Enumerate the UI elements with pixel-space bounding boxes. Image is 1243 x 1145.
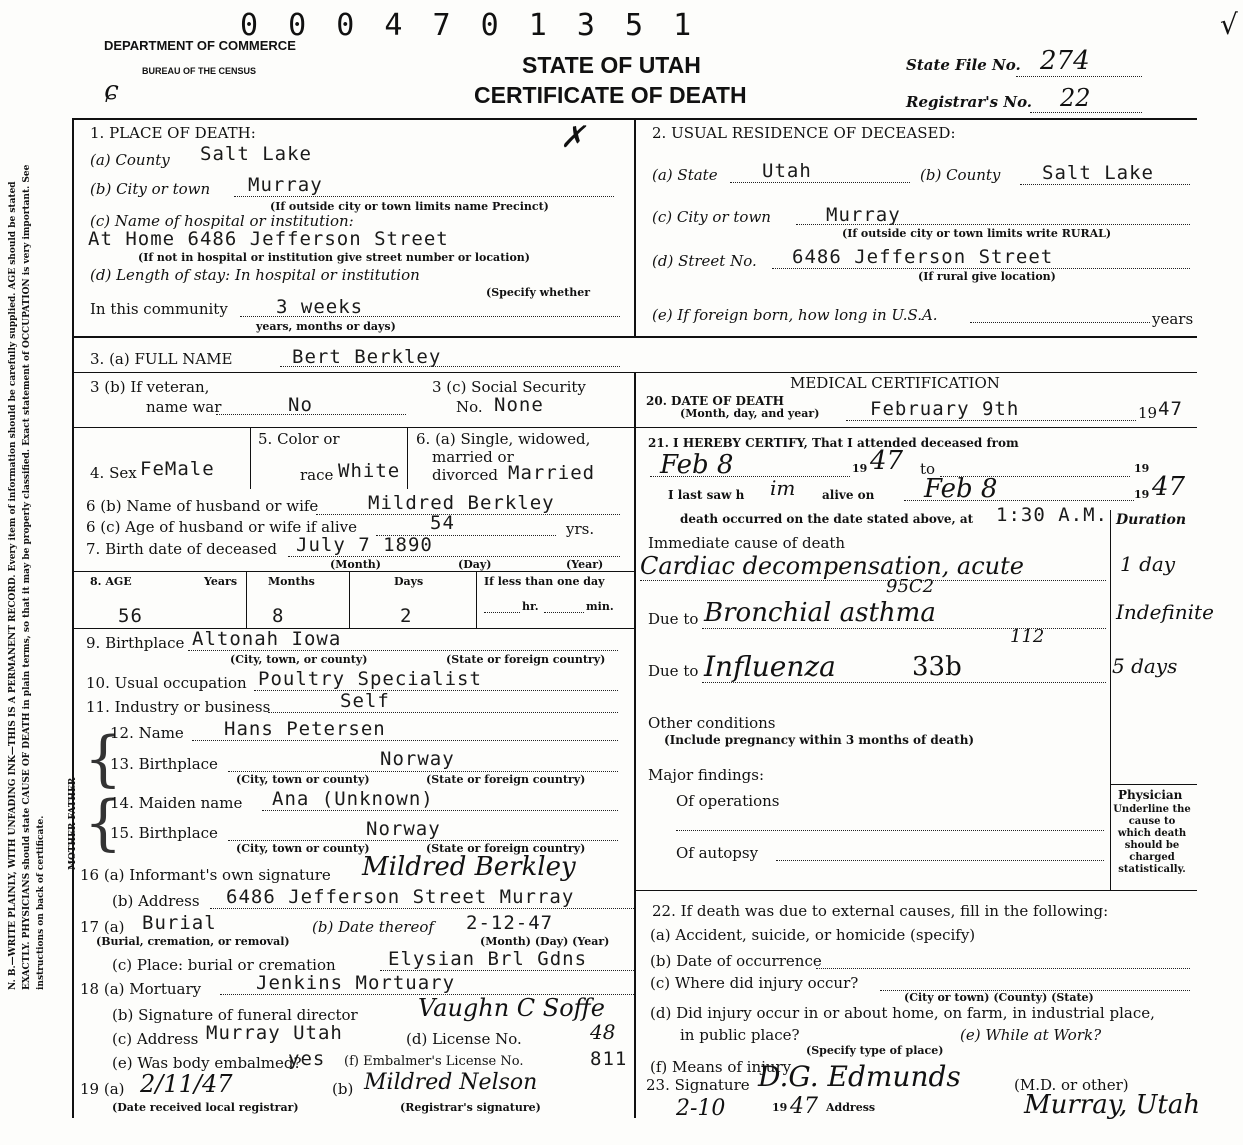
- hospital-note: (If not in hospital or institution give street number or location): [138, 251, 530, 264]
- marital-value: Married: [508, 462, 596, 484]
- ext-place-note: (Specify type of place): [806, 1044, 944, 1057]
- birthplace-note-city: (City, town, or county): [230, 653, 368, 666]
- community-value: 3 weeks: [276, 296, 364, 318]
- social-security-label: 3 (c) Social Security: [432, 378, 586, 396]
- attended-from-year: 47: [870, 446, 904, 476]
- birth-note-day: (Day): [458, 558, 492, 571]
- residence-street-note: (If rural give location): [918, 270, 1056, 283]
- informant-address-value: 6486 Jefferson Street Murray: [226, 886, 575, 908]
- alive-on-year: 47: [1152, 472, 1186, 502]
- death-city-note: (If outside city or town limits name Precinct): [270, 200, 549, 213]
- age-months-value: 8: [272, 605, 285, 627]
- residence-city-value: Murray: [826, 204, 901, 226]
- informant-label: 16 (a) Informant's own signature: [80, 866, 331, 884]
- check-mark: √: [1220, 8, 1238, 41]
- immediate-cause-value: Cardiac decompensation, acute: [640, 552, 1024, 580]
- burial-date-note: (Month) (Day) (Year): [480, 935, 610, 948]
- department-name: DEPARTMENT OF COMMERCE: [104, 38, 296, 53]
- sex-label: 4. Sex: [90, 464, 137, 482]
- birthplace-note-state: (State or foreign country): [446, 653, 606, 666]
- burial-place-label: (c) Place: burial or cremation: [112, 956, 336, 974]
- mortuary-address-label: (c) Address: [112, 1030, 199, 1048]
- father-bracket: {: [84, 724, 123, 794]
- occurred-time: 1:30 A.M.: [996, 504, 1108, 526]
- burial-label: 17 (a): [80, 918, 125, 936]
- color-label: 5. Color or: [258, 430, 340, 448]
- spouse-age-value: 54: [430, 512, 455, 534]
- margin-instructions: N. B.—WRITE PLAINLY, WITH UNFADING INK—THIS IS A PERMANENT RECORD. Every item of information should be carefully supplied. AGE should be stated EXACTLY. PHYSICIANS should state CAUSE OF DEATH in plain terms, so that it may be properly classified. Exact statement of OCCUPATION is very important. See instructions on back of certificate.: [8, 164, 46, 990]
- certificate-title: CERTIFICATE OF DEATH: [474, 82, 747, 108]
- birthplace-label: 9. Birthplace: [86, 634, 185, 652]
- death-city-label: (b) City or town: [90, 180, 211, 198]
- burial-date-label: (b) Date thereof: [312, 918, 434, 936]
- state-title: STATE OF UTAH: [522, 52, 701, 78]
- birth-note-year: (Year): [566, 558, 604, 571]
- father-birthplace-label: 13. Birthplace: [110, 755, 218, 773]
- hospital-label: (c) Name of hospital or institution:: [90, 212, 354, 230]
- burial-place-value: Elysian Brl Gdns: [388, 948, 588, 970]
- death-county-value: Salt Lake: [200, 143, 312, 165]
- signature-year-prefix: 19: [772, 1101, 788, 1114]
- date-of-death-prefix: 19: [1138, 404, 1158, 422]
- industry-label: 11. Industry or business: [86, 698, 271, 716]
- due-to-cause-2-code: 33b: [912, 652, 962, 682]
- spouse-value: Mildred Berkley: [368, 492, 555, 514]
- received-date: 2/11/47: [140, 1070, 233, 1098]
- autopsy-label: Of autopsy: [676, 844, 759, 862]
- burial-date-value: 2-12-47: [466, 912, 554, 934]
- age-min-label: min.: [586, 600, 614, 613]
- parents-side-label: [68, 690, 80, 870]
- certify-label: 21. I HEREBY CERTIFY, That I attended deceased from: [648, 436, 1019, 450]
- mother-bracket: {: [84, 788, 123, 858]
- ext-work-label: (e) While at Work?: [960, 1026, 1102, 1044]
- cross-mark: ✗: [560, 120, 586, 155]
- received-label: 19 (a): [80, 1080, 125, 1098]
- residence-county-value: Salt Lake: [1042, 162, 1154, 184]
- last-seen-label: I last saw h: [668, 488, 745, 502]
- residence-county-label: (b) County: [920, 166, 1001, 184]
- md-label: (M.D. or other): [1014, 1076, 1129, 1094]
- ext-accident-label: (a) Accident, suicide, or homicide (specify): [650, 926, 976, 944]
- other-conditions-label: Other conditions: [648, 714, 776, 732]
- community-note: years, months or days): [256, 320, 396, 333]
- occupation-value: Poultry Specialist: [258, 668, 482, 690]
- race-value: White: [338, 460, 401, 482]
- age-hr-label: hr.: [522, 600, 539, 613]
- community-label: In this community: [90, 300, 228, 318]
- date-of-death-label: 20. DATE OF DEATH: [646, 394, 784, 408]
- residence-state-label: (a) State: [652, 166, 718, 184]
- birth-date-value: July 7 1890: [296, 534, 433, 556]
- marital-label-divorced: divorced: [432, 466, 498, 484]
- birth-note-month: (Month): [330, 558, 381, 571]
- registrar-sig-label: (b): [332, 1080, 354, 1098]
- mother-bp-note-city: (City, town or county): [236, 842, 370, 855]
- spouse-label: 6 (b) Name of husband or wife: [86, 497, 319, 515]
- ext-means-label: (f) Means of injury: [650, 1058, 792, 1076]
- father-name-label: 12. Name: [110, 724, 184, 742]
- funeral-director-signature: Vaughn C Soffe: [418, 994, 605, 1022]
- informant-address-label: (b) Address: [112, 892, 200, 910]
- maiden-name-value: Ana (Unknown): [272, 788, 434, 810]
- father-name-value: Hans Petersen: [224, 718, 386, 740]
- marital-label-married: married or: [432, 448, 514, 466]
- residence-state-value: Utah: [762, 160, 812, 182]
- age-lessday-label: If less than one day: [484, 575, 605, 588]
- spouse-age-unit: yrs.: [566, 520, 595, 538]
- father-bp-note-state: (State or foreign country): [426, 773, 586, 786]
- marital-label: 6. (a) Single, widowed,: [416, 430, 591, 448]
- birth-date-label: 7. Birth date of deceased: [86, 540, 277, 558]
- signature-year: 47: [790, 1094, 818, 1119]
- race-label: race: [300, 466, 334, 484]
- age-years-value: 56: [118, 605, 143, 627]
- received-note: (Date received local registrar): [112, 1101, 299, 1114]
- date-of-death-year: 47: [1158, 398, 1183, 420]
- date-of-death-sublabel: (Month, day, and year): [680, 407, 820, 420]
- residence-street-label: (d) Street No.: [652, 252, 757, 270]
- full-name-value: Bert Berkley: [292, 346, 442, 368]
- hospital-value: At Home 6486 Jefferson Street: [88, 228, 449, 250]
- mortuary-label: 18 (a) Mortuary: [80, 980, 202, 998]
- residence-heading: 2. USUAL RESIDENCE OF DECEASED:: [652, 124, 956, 142]
- immediate-cause-duration: 1 day: [1120, 552, 1176, 576]
- stay-label: (d) Length of stay: In hospital or institution: [90, 266, 420, 284]
- medical-cert-heading: MEDICAL CERTIFICATION: [790, 374, 1000, 392]
- ext-home-label: (d) Did injury occur in or about home, on farm, in industrial place,: [650, 1004, 1155, 1022]
- funeral-director-label: (b) Signature of funeral director: [112, 1006, 358, 1024]
- embalmed-label: (e) Was body embalmed?: [112, 1054, 302, 1072]
- due-to-cause-1-code: 112: [1010, 626, 1045, 647]
- mother-bp-note-state: (State or foreign country): [426, 842, 586, 855]
- mortuary-address-value: Murray Utah: [206, 1022, 343, 1044]
- signature-date: 2-10: [676, 1096, 726, 1121]
- alive-on-value: Feb 8: [924, 474, 998, 504]
- age-days-value: 2: [400, 605, 413, 627]
- immediate-cause-label: Immediate cause of death: [648, 534, 846, 552]
- immediate-cause-code: 95C2: [886, 576, 935, 597]
- due-to-label-2: Due to: [648, 662, 699, 680]
- duration-label: Duration: [1116, 512, 1187, 528]
- embalmed-value: yes: [288, 1048, 326, 1070]
- alive-label: alive on: [822, 488, 875, 502]
- embalmer-license-label: (f) Embalmer's License No.: [344, 1054, 524, 1069]
- bureau-name: BUREAU OF THE CENSUS: [142, 66, 257, 76]
- industry-value: Self: [340, 690, 390, 712]
- attended-from: Feb 8: [660, 450, 734, 480]
- signature-label: 23. Signature: [646, 1076, 750, 1094]
- father-birthplace-value: Norway: [380, 748, 455, 770]
- physician-box-title: Physician: [1118, 788, 1183, 802]
- burial-note: (Burial, cremation, or removal): [96, 935, 290, 948]
- due-to-cause-2-duration: 5 days: [1112, 654, 1178, 678]
- residence-street-value: 6486 Jefferson Street: [792, 246, 1054, 268]
- age-months-label: Months: [268, 575, 315, 588]
- major-findings-label: Major findings:: [648, 766, 765, 784]
- license-value: 48: [590, 1020, 616, 1044]
- due-to-label-1: Due to: [648, 610, 699, 628]
- mortuary-value: Jenkins Mortuary: [256, 972, 456, 994]
- mother-birthplace-label: 15. Birthplace: [110, 824, 218, 842]
- due-to-cause-2: Influenza: [704, 650, 836, 683]
- veteran-label: 3 (b) If veteran,: [90, 378, 210, 396]
- age-label: 8. AGE: [90, 575, 132, 588]
- mother-birthplace-value: Norway: [366, 818, 441, 840]
- physician-box-text: Underline the cause to which death should be charged statistically.: [1113, 804, 1191, 875]
- spouse-age-label: 6 (c) Age of husband or wife if alive: [86, 518, 358, 536]
- residence-city-label: (c) City or town: [652, 208, 771, 226]
- foreign-born-label: (e) If foreign born, how long in U.S.A.: [652, 306, 938, 324]
- physician-address-label: Address: [826, 1101, 876, 1114]
- social-security-value: None: [494, 394, 544, 416]
- embalmer-license-value: 811: [590, 1048, 628, 1070]
- residence-city-note: (If outside city or town limits write RURAL): [842, 227, 1112, 240]
- physician-signature: D.G. Edmunds: [758, 1060, 961, 1093]
- occupation-label: 10. Usual occupation: [86, 674, 247, 692]
- burial-value: Burial: [142, 912, 217, 934]
- serial-number: 0 0 0 4 7 0 1 3 5 1: [240, 8, 698, 43]
- social-security-no-label: No.: [456, 398, 483, 416]
- full-name-label: 3. (a) FULL NAME: [90, 350, 233, 368]
- ext-date-label: (b) Date of occurrence: [650, 952, 822, 970]
- other-conditions-note: (Include pregnancy within 3 months of death): [664, 733, 975, 747]
- veteran-value: No: [288, 394, 313, 416]
- physician-address-value: Murray, Utah: [1024, 1090, 1201, 1120]
- state-file-number: 274: [1040, 46, 1090, 76]
- specify-note: (Specify whether: [486, 286, 591, 299]
- initial-mark: ɕ: [104, 76, 119, 106]
- veteran-label-war: name war: [146, 398, 222, 416]
- death-county-label: (a) County: [90, 151, 170, 169]
- license-label: (d) License No.: [406, 1030, 522, 1048]
- external-causes-heading: 22. If death was due to external causes, fill in the following:: [652, 902, 1109, 920]
- age-years-label: Years: [204, 575, 238, 588]
- state-file-label: State File No.: [906, 56, 1021, 74]
- registrar-number-label: Registrar's No.: [906, 93, 1033, 111]
- foreign-born-unit: years: [1152, 310, 1194, 328]
- ext-where-note: (City or town) (County) (State): [904, 991, 1094, 1004]
- last-seen-him: im: [770, 476, 796, 500]
- due-to-cause-1: Bronchial asthma: [704, 598, 936, 628]
- due-to-cause-1-duration: Indefinite: [1116, 600, 1214, 624]
- registrar-number: 22: [1060, 84, 1091, 112]
- registrar-sig-note: (Registrar's signature): [400, 1101, 541, 1114]
- date-of-death-value: February 9th: [870, 398, 1020, 420]
- ext-where-label: (c) Where did injury occur?: [650, 974, 859, 992]
- sex-value: FeMale: [140, 458, 215, 480]
- ext-public-label: in public place?: [680, 1026, 800, 1044]
- age-days-label: Days: [394, 575, 424, 588]
- death-city-value: Murray: [248, 174, 323, 196]
- place-of-death-heading: 1. PLACE OF DEATH:: [90, 124, 256, 142]
- father-bp-note-city: (City, town or county): [236, 773, 370, 786]
- maiden-name-label: 14. Maiden name: [110, 794, 243, 812]
- operations-label: Of operations: [676, 792, 780, 810]
- occurred-label: death occurred on the date stated above, at: [680, 512, 974, 526]
- informant-signature: Mildred Berkley: [362, 852, 576, 882]
- birthplace-value: Altonah Iowa: [192, 628, 342, 650]
- registrar-signature: Mildred Nelson: [364, 1070, 538, 1095]
- to-label: to: [920, 460, 936, 478]
